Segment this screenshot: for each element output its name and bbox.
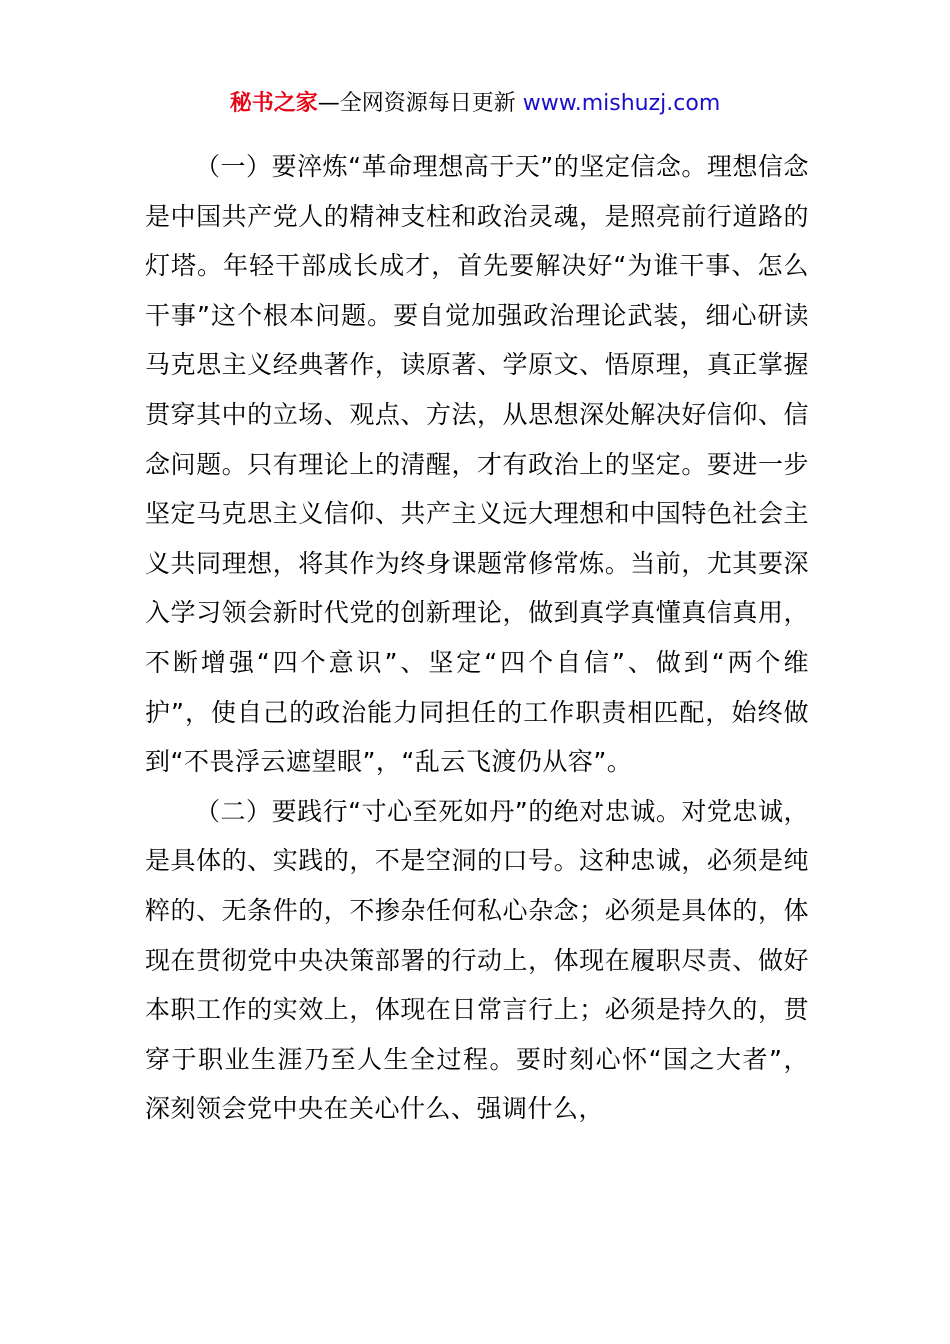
header-tagline: —全网资源每日更新	[317, 91, 523, 116]
paragraph-2: （二）要践行“寸心至死如丹”的绝对忠诚。对党忠诚，是具体的、实践的，不是空洞的口号。这种忠诚，必须是纯粹的、无条件的，不掺杂任何私心杂念；必须是具体的，体现在贯彻党中央决策部署的行动上，体现在履职尽责、做好本职工作的实效上，体现在日常言行上；必须是持久的，贯穿于职业生涯乃至人生全过程。要时刻心怀“国之大者”，深刻领会党中央在关心什么、强调什么，	[145, 796, 809, 1124]
page-header	[0, 88, 950, 120]
site-url-link[interactable]: www.mishuzj.com	[522, 91, 721, 116]
brand-name: 秘书之家	[229, 91, 318, 116]
document-body	[145, 142, 809, 1134]
paragraph-1: （一）要淬炼“革命理想高于天”的坚定信念。理想信念是中国共产党人的精神支柱和政治灵魂，是照亮前行道路的灯塔。年轻干部成长成才，首先要解决好“为谁干事、怎么干事”这个根本问题。要自觉加强政治理论武装，细心研读马克思主义经典著作，读原著、学原文、悟原理，真正掌握贯穿其中的立场、观点、方法，从思想深处解决好信仰、信念问题。只有理论上的清醒，才有政治上的坚定。要进一步坚定马克思主义信仰、共产主义远大理想和中国特色社会主义共同理想，将其作为终身课题常修常炼。当前，尤其要深入学习领会新时代党的创新理论，做到真学真懂真信真用，不断增强“四个意识”、坚定“四个自信”、做到“两个维护”，使自己的政治能力同担任的工作职责相匹配，始终做到“不畏浮云遮望眼”，“乱云飞渡仍从容”。	[145, 152, 809, 777]
